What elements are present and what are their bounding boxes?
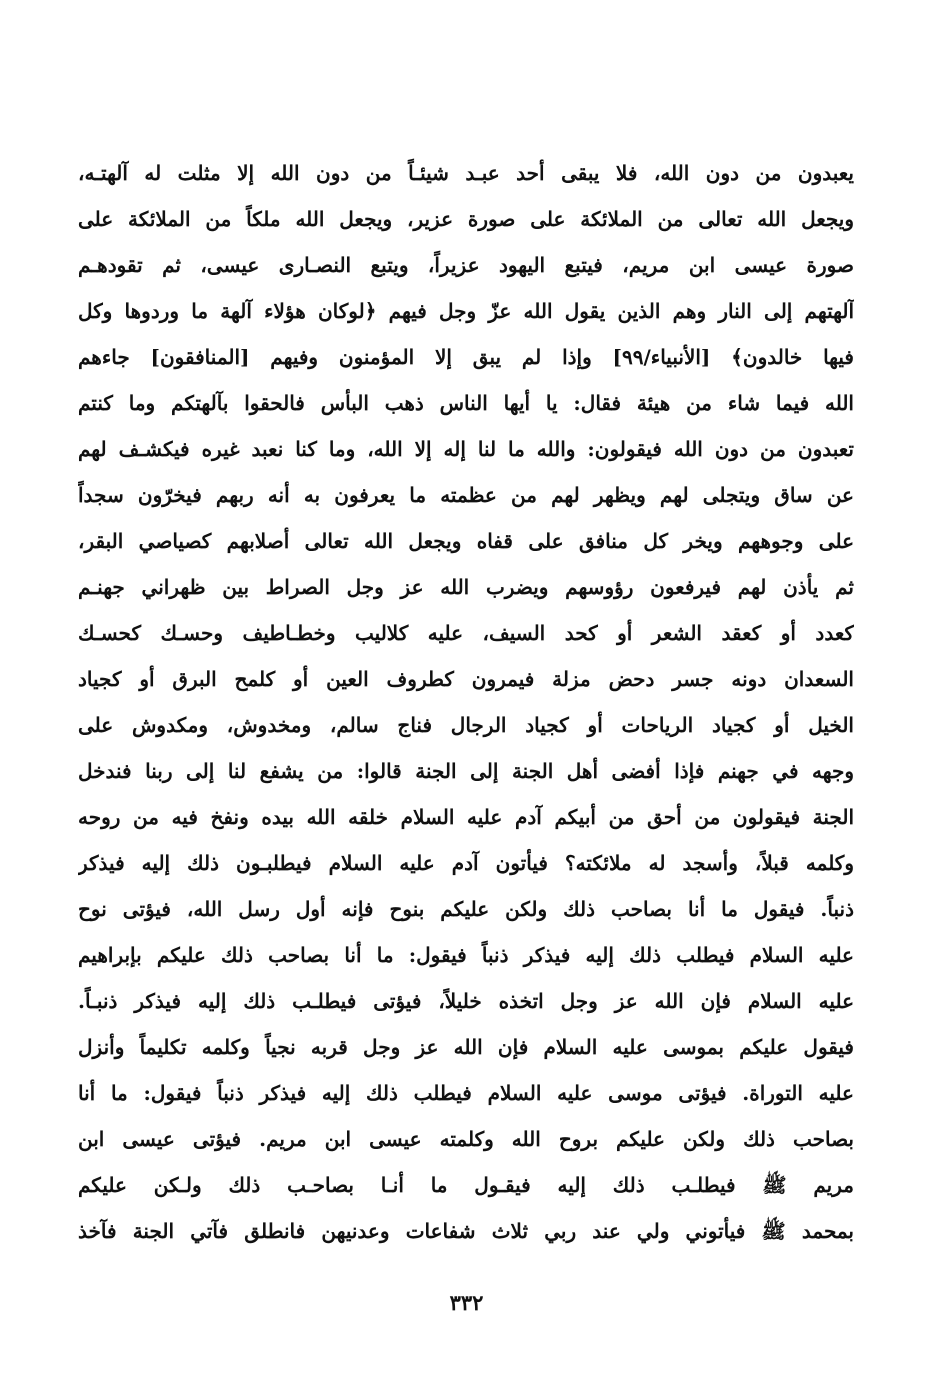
text-line: فيقول عليكم بموسى عليه السلام فإن الله عز وجل قربه نجياً وكلمه تكليماً وأنزل — [78, 1035, 854, 1059]
text-line: يعبدون من دون الله، فلا يبقى أحد عبـد شيئـاً من دون الله إلا مثلت له آلهتـه، — [78, 161, 854, 185]
text-line: مريم ﷺ فيطلـب ذلك إليه فيقـول ما أنـا بصاحـب ذلك ولـكن عليكم — [78, 1173, 854, 1197]
text-line: كعدد أو كعقد الشعر أو كحد السيف، عليه كلاليب وخطـاطيف وحسـك كحسـك — [78, 621, 854, 645]
text-line: على وجوههم ويخر كل منافق على قفاه ويجعل الله تعالى أصلابهم كصياصي البقر، — [78, 529, 854, 553]
text-line: بمحمد ﷺ فيأتوني ولي عند ربي ثلاث شفاعات وعدنيهن فانطلق فآتي الجنة فآخذ — [78, 1219, 854, 1243]
text-line: تعبدون من دون الله فيقولون: والله ما لنا إله إلا الله، وما كنا نعبد غيره فيكشـف لهم — [78, 437, 854, 461]
text-line: فيها خالدون﴾ [الأنبياء/٩٩] وإذا لم يبق إلا المؤمنون وفيهم [المنافقون] جاءهم — [78, 345, 854, 369]
text-line: الجنة فيقولون من أحق من أبيكم آدم عليه السلام خلقه الله بيده ونفخ فيه من روحه — [78, 805, 854, 829]
text-line: وجهه في جهنم فإذا أفضى أهل الجنة إلى الجنة قالوا: من يشفع لنا إلى ربنا فندخل — [78, 759, 854, 783]
text-line: ثم يأذن لهم فيرفعون رؤوسهم ويضرب الله عز وجل الصراط بين ظهراني جهنـم — [78, 575, 854, 599]
text-line: آلهتهم إلى النار وهم الذين يقول الله عزّ وجل فيهم ﴿لوكان هؤلاء آلهة ما وردوها وكل — [78, 299, 854, 323]
text-line: عن ساق ويتجلى لهم ويظهر لهم من عظمته ما يعرفون به أنه ربهم فيخرّون سجداً — [78, 483, 854, 507]
body-text — [78, 150, 854, 1254]
text-line: عليه التوراة. فيؤتى موسى عليه السلام فيطلب ذلك إليه فيذكر ذنباً فيقول: ما أنا — [78, 1081, 854, 1105]
page-number: ٣٣٢ — [449, 1290, 484, 1315]
text-line: عليه السلام فإن الله عز وجل اتخذه خليلاً، فيؤتى فيطلـب ذلك إليه فيذكر ذنبـاً. — [78, 989, 854, 1013]
text-line: ذنباً. فيقول ما أنا بصاحب ذلك ولكن عليكم بنوح فإنه أول رسل الله، فيؤتى نوح — [78, 897, 854, 921]
text-line: صورة عيسى ابن مريم، فيتبع اليهود عزيراً، ويتبع النصـارى عيسى، ثم تقودهـم — [78, 253, 854, 277]
text-line: وكلمه قبلاً، وأسجد له ملائكته؟ فيأتون آدم عليه السلام فيطلبـون ذلك إليه فيذكر — [78, 851, 854, 875]
text-line: ويجعل الله تعالى من الملائكة على صورة عزير، ويجعل الله ملكاً من الملائكة على — [78, 207, 854, 231]
text-line: السعدان دونه جسر دحض مزلة فيمرون كطروف العين أو كلمح البرق أو كجياد — [78, 667, 854, 691]
text-line: الله فيما شاء من هيئة فقال: يا أيها الناس ذهب البأس فالحقوا بآلهتكم وما كنتم — [78, 391, 854, 415]
text-line: بصاحب ذلك ولكن عليكم بروح الله وكلمته عيسى ابن مريم. فيؤتى عيسى ابن — [78, 1127, 854, 1151]
text-line: عليه السلام فيطلب ذلك إليه فيذكر ذنباً فيقول: ما أنا بصاحب ذلك عليكم بإبراهيم — [78, 943, 854, 967]
text-line: الخيل أو كجياد الرياحات أو كجياد الرجال فناج سالم، ومخدوش، ومكدوش على — [78, 713, 854, 737]
